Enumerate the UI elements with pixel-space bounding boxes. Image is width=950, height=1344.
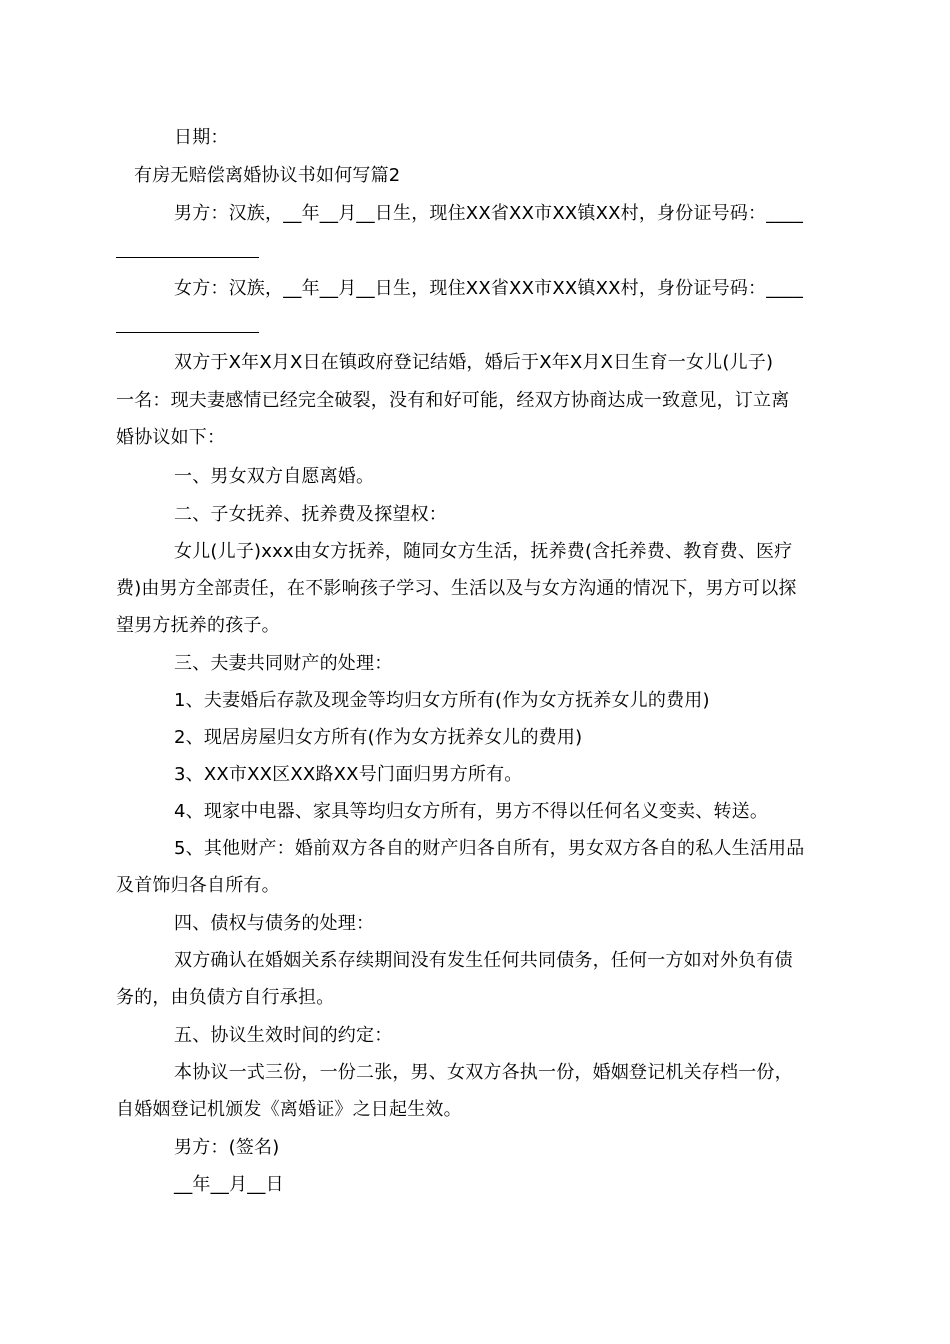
property-item: 3、XX市XX区XX路XX号门面归男方所有。 (174, 764, 523, 785)
effect-paragraph-line: 本协议一式三份，一份二张，男、女双方各执一份，婚姻登记机关存档一份， (174, 1062, 793, 1083)
clause-heading: 三、夫妻共同财产的处理： (174, 653, 393, 674)
section-heading: 有房无赔偿离婚协议书如何写篇2 (134, 165, 401, 186)
property-item: 2、现居房屋归女方所有(作为女方抚养女儿的费用) (174, 727, 583, 748)
intro-paragraph-line: 一名：现夫妻感情已经完全破裂，没有和好可能，经双方协商达成一致意见，订立离 (116, 390, 790, 411)
custody-paragraph-line: 女儿(儿子)xxx由女方抚养，随同女方生活，抚养费(含托养费、教育费、医疗 (174, 541, 793, 562)
intro-paragraph-line: 双方于X年X月X日在镇政府登记结婚，婚后于X年X月X日生育一女儿(儿子) (174, 352, 774, 373)
clause-heading: 四、债权与债务的处理： (174, 913, 375, 934)
effect-paragraph-line: 自婚姻登记机颁发《离婚证》之日起生效。 (116, 1099, 462, 1120)
man-info: 男方：汉族，__年__月__日生，现住XX省XX市XX镇XX村，身份证号码：____ (174, 203, 804, 224)
property-item: 1、夫妻婚后存款及现金等均归女方所有(作为女方抚养女儿的费用) (174, 690, 710, 711)
date-line: 日期： (174, 127, 229, 148)
clause-heading: 五、协议生效时间的约定： (174, 1025, 393, 1046)
clause-heading: 一、男女双方自愿离婚。 (174, 466, 375, 487)
intro-paragraph-line: 婚协议如下： (116, 427, 226, 448)
signature-date: __年__月__日 (174, 1174, 284, 1195)
custody-paragraph-line: 费)由男方全部责任，在不影响孩子学习、生活以及与女方沟通的情况下，男方可以探 (116, 578, 797, 599)
custody-paragraph-line: 望男方抚养的孩子。 (116, 615, 280, 636)
property-item-continued: 及首饰归各自所有。 (116, 875, 280, 896)
id-underline-woman (116, 332, 259, 333)
property-item: 5、其他财产：婚前双方各自的财产归各自所有，男女双方各自的私人生活用品 (174, 838, 805, 859)
woman-info: 女方：汉族，__年__月__日生，现住XX省XX市XX镇XX村，身份证号码：____ (174, 278, 804, 299)
signature-man: 男方：(签名) (174, 1137, 280, 1158)
clause-heading: 二、子女抚养、抚养费及探望权： (174, 504, 447, 525)
debt-paragraph-line: 双方确认在婚姻关系存续期间没有发生任何共同债务，任何一方如对外负有债 (174, 950, 793, 971)
property-item: 4、现家中电器、家具等均归女方所有，男方不得以任何名义变卖、转送。 (174, 801, 769, 822)
debt-paragraph-line: 务的，由负债方自行承担。 (116, 987, 335, 1008)
id-underline-man (116, 257, 259, 258)
